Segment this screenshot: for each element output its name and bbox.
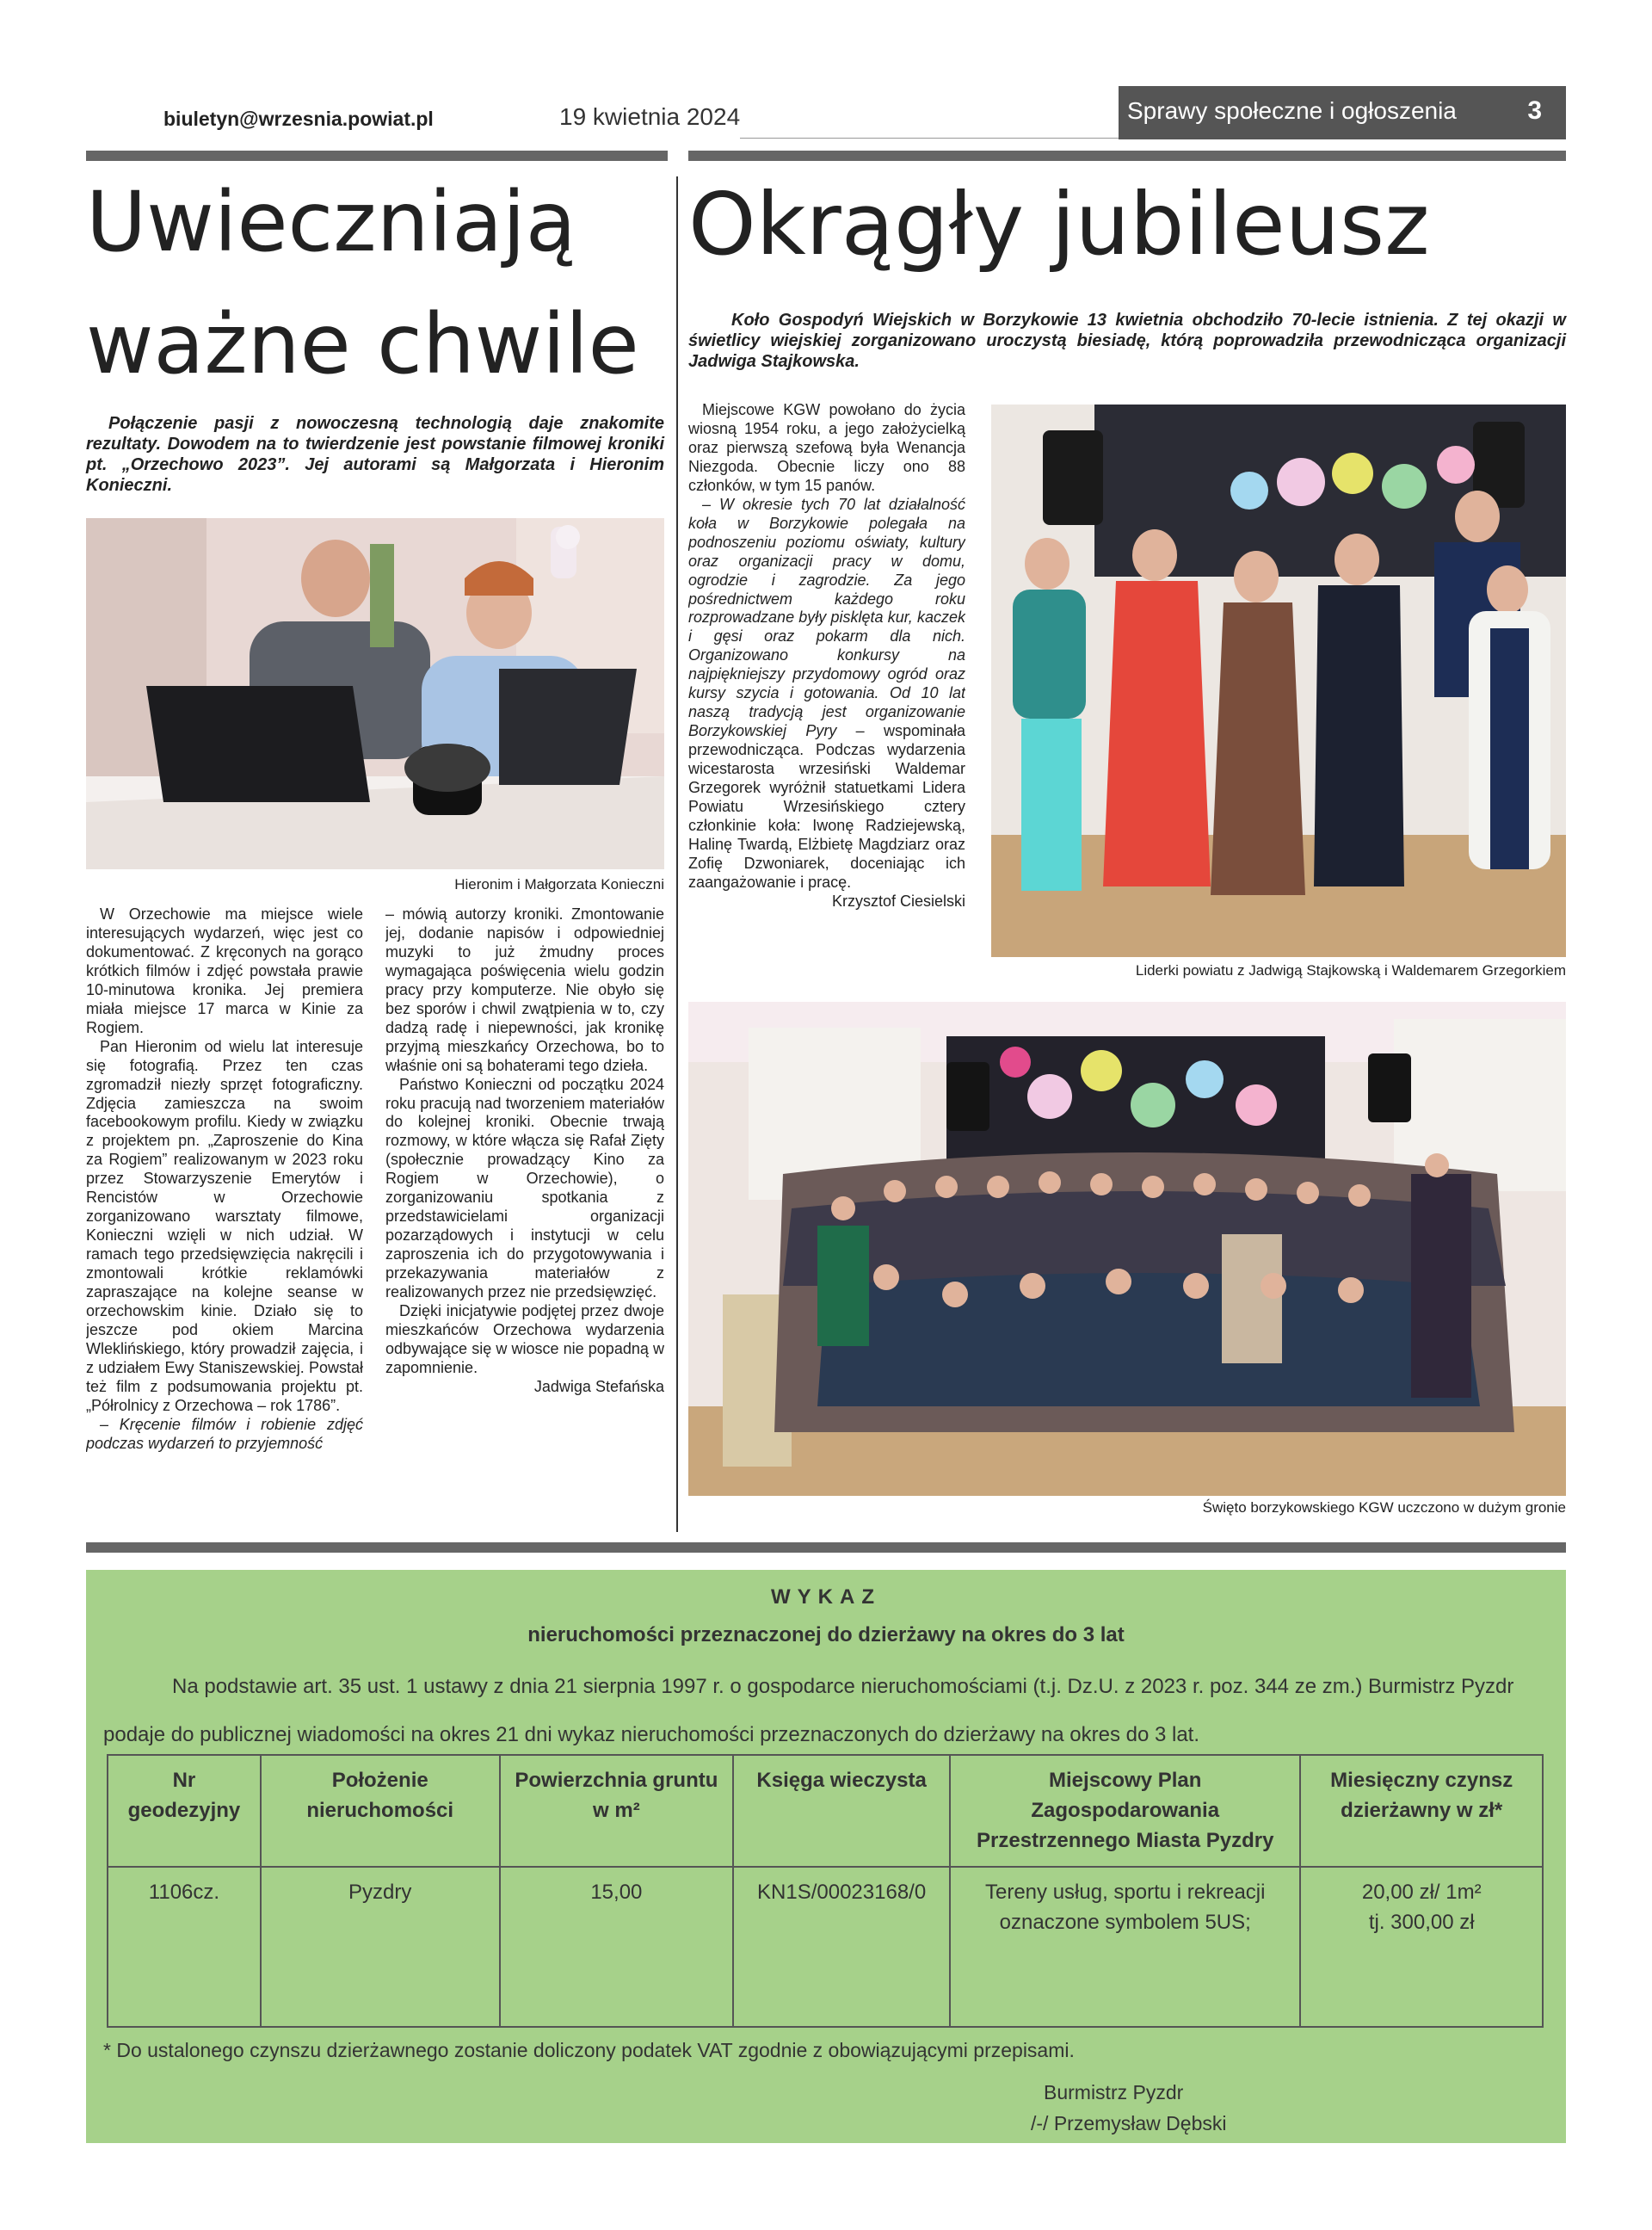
photo-group: [688, 1002, 1566, 1496]
wykaz-signature-title: Burmistrz Pyzdr: [1044, 2081, 1184, 2103]
section-banner: [1119, 86, 1566, 139]
photo-liderki: [991, 405, 1566, 957]
left-col1-p3: – Kręcenie filmów i robienie zdjęć podczas wydarzeń to przyjemność: [86, 1415, 363, 1452]
right-body-quote: – W okresie tych 70 lat działalność koła w Borzykowie polegała na podnoszeniu poziomu oświaty, kultury oraz organizacji pracy w domu, ogrodzie i zagrodzie. Za jego pośrednictwem każdego roku rozprowadzane były pisklęta kur, kaczek i gęsi oraz pokarm dla nich. Organizowano konkursy na najpiękniejszy przydomowy ogród oraz kursy szycia i gotowania. Od 10 lat naszą tradycją jest organizowanie Borzykowskiej Pyry: [688, 495, 965, 740]
cell-czynsz: [1300, 1867, 1543, 2027]
left-top-bar: [86, 151, 668, 161]
section-title: Sprawy społeczne i ogłoszenia: [1127, 97, 1457, 124]
col-polozenie: Położenie nieruchomości: [261, 1755, 500, 1867]
right-lead: Koło Gospodyń Wiejskich w Borzykowie 13 kwietnia obchodziło 70-lecie istnienia. Z tej okazji w świetlicy wiejskiej zorganizowano uroczystą biesiadę, którą poprowadziła przewodnicząca organizacji Jadwiga Stajkowska.: [688, 311, 1566, 371]
left-title-line1: Uwieczniają: [86, 174, 576, 270]
wykaz-table-header: [108, 1755, 1543, 1867]
col-powierzchnia: Powierzchnia gruntu w m²: [500, 1755, 734, 1867]
cell-czynsz-line2: tj. 300,00 zł: [1368, 1911, 1475, 1935]
page-number: 3: [1527, 96, 1542, 125]
wykaz-note: * Do ustalonego czynszu dzierżawnego zostanie doliczony podatek VAT zgodnie z obowiązującymi przepisami.: [103, 2039, 1075, 2061]
wykaz-intro: Na podstawie art. 35 ust. 1 ustawy z dnia 21 sierpnia 1997 r. o gospodarce nieruchomościami (t.j. Dz.U. z 2023 r. poz. 344 ze zm.) Burmistrz Pyzdr podaje do publicznej wiadomości na okres 21 dni wykaz nieruchomości przeznaczonych do dzierżawy na okres do 3 lat.: [103, 1675, 1514, 1746]
cell-powierzchnia: 15,00: [500, 1867, 734, 2027]
wykaz-signature-name: /-/ Przemysław Dębski: [1031, 2112, 1227, 2134]
right-body-p2: [688, 496, 965, 893]
cell-polozenie: Pyzdry: [261, 1867, 500, 2027]
right-article-author: Krzysztof Ciesielski: [831, 892, 965, 910]
header-email: biuletyn@wrzesnia.powiat.pl: [163, 108, 434, 130]
col-nr-geodezyjny: Nr geodezyjny: [108, 1755, 261, 1867]
left-col1-p1: W Orzechowie ma miejsce wiele interesujących wydarzeń, więc jest co dokumentować. Z kręconych na gorąco krótkich filmów i zdjęć powstała prawie 10-minutowa kronika. Jej premiera miała miejsce 17 marca w Kinie za Rogiem.: [86, 905, 363, 1036]
cell-plan: Tereny usług, sportu i rekreacji oznaczone symbolem 5US;: [950, 1867, 1300, 2027]
col-plan: Miejscowy Plan Zagospodarowania Przestrzennego Miasta Pyzdry: [950, 1755, 1300, 1867]
header-rule: [740, 138, 1119, 139]
right-title: Okrągły jubileusz: [688, 174, 1430, 275]
left-col2-p3: Dzięki inicjatywie podjętej przez dwoje mieszkańców Orzechowa wydarzenia odbywające się w wiosce nie popadną w zapomnienie.: [385, 1302, 664, 1376]
col-ksiega: Księga wieczysta: [733, 1755, 950, 1867]
header-date: 19 kwietnia 2024: [559, 103, 741, 130]
wykaz-notice: [86, 1570, 1566, 2143]
photo-group-caption: Święto borzykowskiego KGW uczczono w dużym gronie: [1202, 1499, 1566, 1516]
col-czynsz: Miesięczny czynsz dzierżawny w zł*: [1300, 1755, 1543, 1867]
left-title-line2: ważne chwile: [86, 296, 639, 392]
left-article-col2: [385, 905, 664, 1525]
photo-liderki-caption: Liderki powiatu z Jadwigą Stajkowską i Waldemarem Grzegorkiem: [1135, 962, 1566, 979]
wykaz-table: [107, 1754, 1544, 2028]
right-article-col: [688, 401, 965, 986]
right-top-bar: [688, 151, 1566, 161]
left-article-author: Jadwiga Stefańska: [533, 1377, 664, 1395]
right-body-p1: Miejscowe KGW powołano do życia wiosną 1954 roku, a jego założycielką oraz pierwszą szefową była Wenancja Niezgoda. Obecnie liczy ono 88 członków, w tym 15 panów.: [688, 401, 965, 494]
left-article-col1: [86, 905, 363, 1525]
photo-konieczni-caption: Hieronim i Małgorzata Konieczni: [454, 876, 664, 893]
left-col2-p2: Państwo Konieczni od początku 2024 roku pracują nad tworzeniem materiałów do kolejnej kroniki. Obecnie trwają rozmowy, w które włącza się Rafał Zięty (społecznie prowadzący Kino za Rogiem w Orzechowie), o zorganizowaniu spotkania z przedstawicielami organizacji pozarządowych i instytucji w celu zaproszenia ich do przygotowywania i przekazywania materiałów z realizowanych przez nie przedsięwzięć.: [385, 1075, 664, 1301]
table-row: [108, 1867, 1543, 2027]
cell-czynsz-line1: 20,00 zł/ 1m²: [1361, 1881, 1482, 1905]
column-divider: [676, 176, 678, 1532]
right-body-quote-end: – wspominała przewodnicząca. Podczas wydarzenia wicestarosta wrzesiński Waldemar Grzegorek wyróżnił statuetkami Lidera Powiatu Wrzesińskiego cztery członkinie koła: Iwonę Radziejewską, Halinę Twardą, Elżbietę Magdziarz oraz Zofię Dzwoniarek, doceniając ich zaangażowanie i pracę.: [688, 722, 965, 891]
left-lead: Połączenie pasji z nowoczesną technologią daje znakomite rezultaty. Dowodem na to twierdzenie jest powstanie filmowej kroniki pt. „Orzechowo 2023”. Jej autorami są Małgorzata i Hieronim Konieczni.: [86, 414, 664, 495]
wykaz-subheading: nieruchomości przeznaczonej do dzierżawy na okres do 3 lat: [527, 1623, 1125, 1646]
left-col2-p1: – mówią autorzy kroniki. Zmontowanie jej, dodanie napisów i odpowiedniej muzyki to już żmudny proces wymagająca poświęcenia wielu godzin pracy przy komputerze. Nie obyło się bez sporów i chwil zwątpienia w to, czy dadzą radę i niepewności, jak kronikę przyjmą mieszkańcy Orzechowa, bo to właśnie oni są bohaterami tego dzieła.: [385, 905, 664, 1074]
left-col1-p2: Pan Hieronim od wielu lat interesuje się fotografią. Przez ten czas zgromadził niezły sprzęt fotograficzny. Zdjęcia zamieszcza na swoim facebookowym profilu. Kiedy w związku z projektem pn. „Zaproszenie do Kina za Rogiem” realizowanym w 2023 roku przez Stowarzyszenie Emerytów i Rencistów w Orzechowie zorganizowano warsztaty filmowe, Konieczni wzięli w nich udział. W ramach tego przedsięwzięcia nakręcili i zmontowali krótkie reklamówki zapraszające na kolejne seanse w orzechowskim kinie. Działo się to jeszcze pod okiem Marcina Wleklińskiego, który prowadził zajęcia, i z udziałem Ewy Staniszewskiej. Powstał też film z podsumowania projektu pt. „Półrolnicy z Orzechowa – rok 1786”.: [86, 1037, 363, 1414]
wykaz-heading: WYKAZ: [771, 1585, 881, 1609]
cell-ksiega: KN1S/00023168/0: [733, 1867, 950, 2027]
bottom-bar: [86, 1542, 1566, 1553]
photo-konieczni: [86, 518, 664, 869]
cell-nr: 1106cz.: [108, 1867, 261, 2027]
